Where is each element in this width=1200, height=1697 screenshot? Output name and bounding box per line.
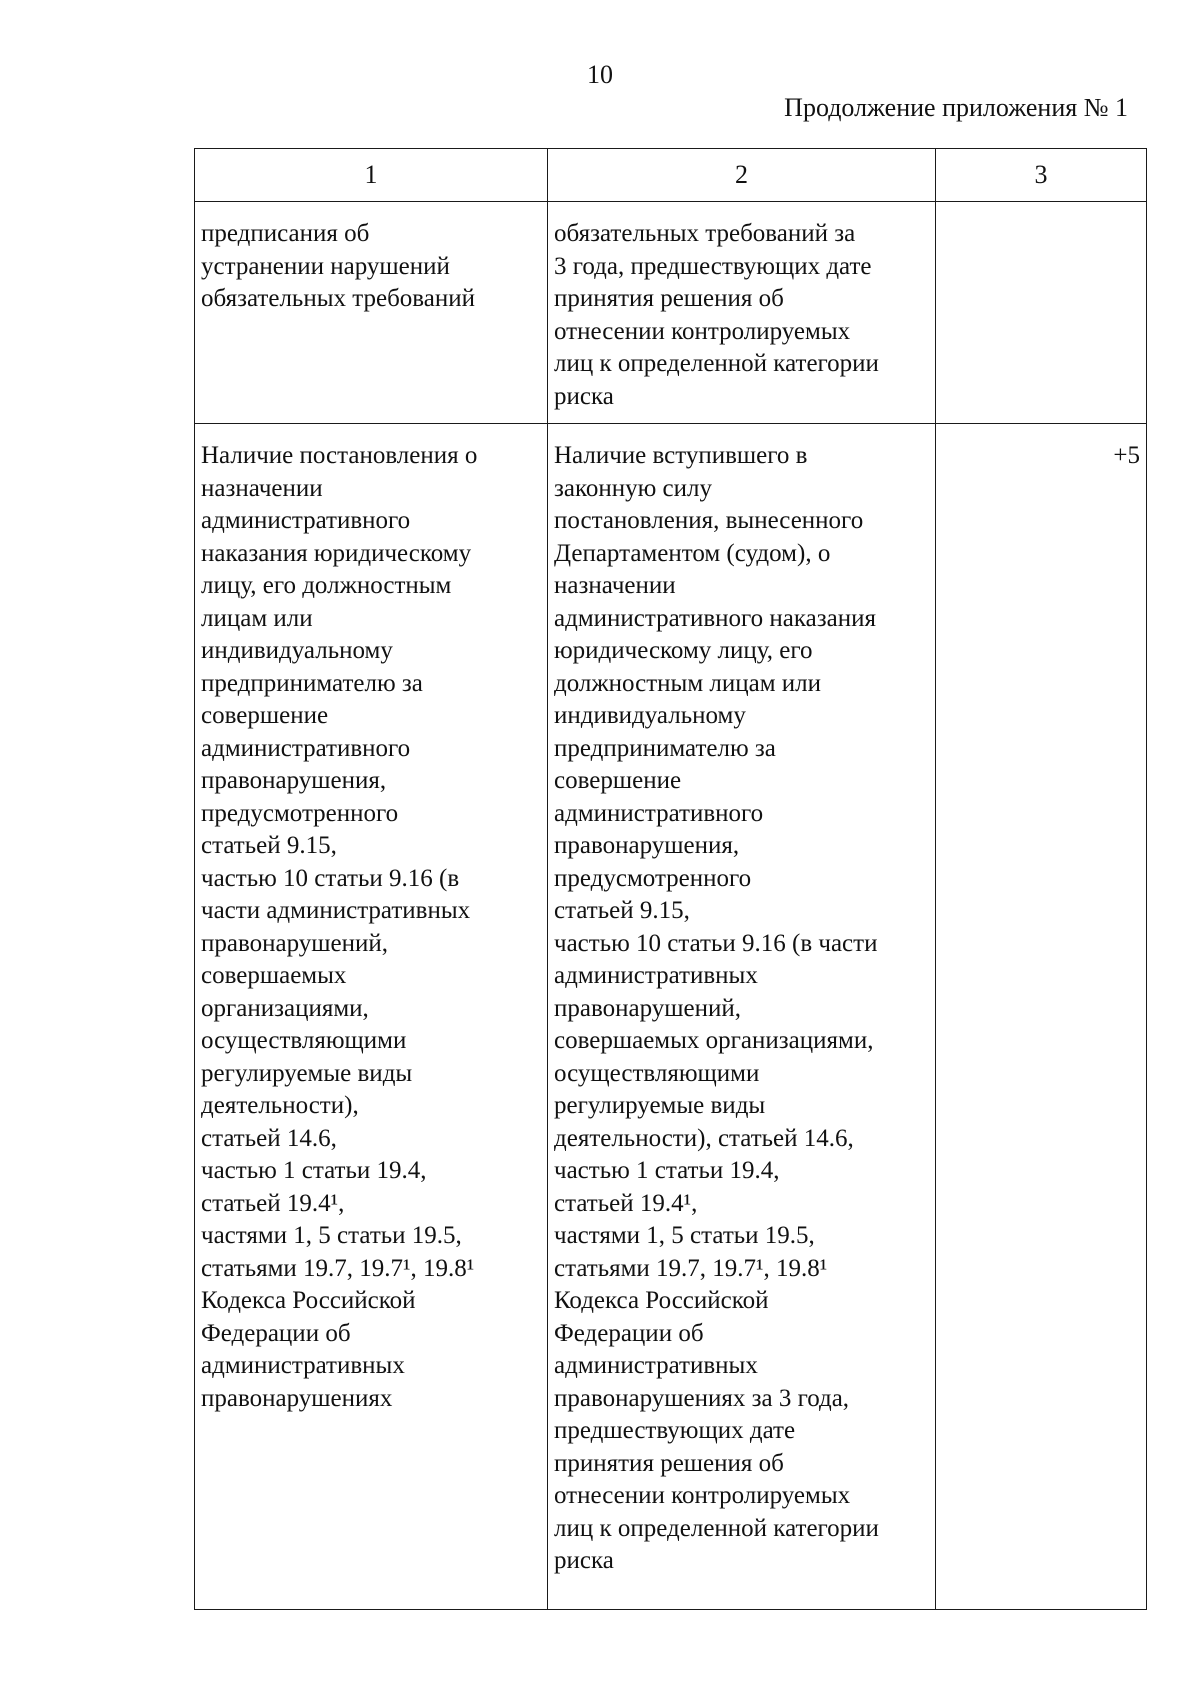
score-value: +5 [1113, 442, 1140, 469]
column-header-2: 2 [548, 149, 936, 202]
table-cell-score [936, 424, 1147, 1610]
description-text: обязательных требований за 3 года, предшествующих дате принятия решения об отнесении контролируемых лиц к определенной категории риска [554, 220, 879, 410]
indicator-text: предписания об устранении нарушений обязательных требований [201, 220, 475, 312]
score-value [936, 202, 1146, 228]
table-row [195, 202, 1147, 424]
table-cell-description [548, 202, 936, 424]
appendix-continuation-title: Продолжение приложения № 1 [784, 93, 1128, 122]
table-cell-indicator [195, 202, 548, 424]
table-cell-indicator [195, 424, 548, 1610]
table-row [195, 424, 1147, 1610]
table-cell-score [936, 202, 1147, 424]
criteria-table [194, 148, 1147, 1610]
column-header-1: 1 [195, 149, 548, 202]
column-header-3: 3 [936, 149, 1147, 202]
table-header-row [195, 149, 1147, 202]
description-text: Наличие вступившего в законную силу постановления, вынесенного Департаментом (судом), о назначении административного наказания юридическому лицу, его должностным лицам или индивидуальному предпринимателю за совершение административного правонарушения, предусмотренного статьей 9.15, частью 10 статьи 9.16 (в части административных правонарушений, совершаемых организациями, осуществляющими регулируемые виды деятельности), статьей 14.6, частью 1 статьи 19.4, статьей 19.4¹, частями 1, 5 статьи 19.5, статьями 19.7, 19.7¹, 19.8¹ Кодекса Российской Федерации об административных правонарушениях за 3 года, предшествующих дате принятия решения об отнесении контролируемых лиц к определенной категории риска [554, 442, 879, 1574]
page-number: 10 [587, 60, 613, 89]
indicator-text: Наличие постановления о назначении административного наказания юридическому лицу, его должностным лицам или индивидуальному предпринимателю за совершение административного правонарушения, предусмотренного статьей 9.15, частью 10 статьи 9.16 (в части административных правонарушений, совершаемых организациями, осуществляющими регулируемые виды деятельности), статьей 14.6, частью 1 статьи 19.4, статьей 19.4¹, частями 1, 5 статьи 19.5, статьями 19.7, 19.7¹, 19.8¹ Кодекса Российской Федерации об административных правонарушениях [201, 442, 478, 1412]
table-cell-description [548, 424, 936, 1610]
